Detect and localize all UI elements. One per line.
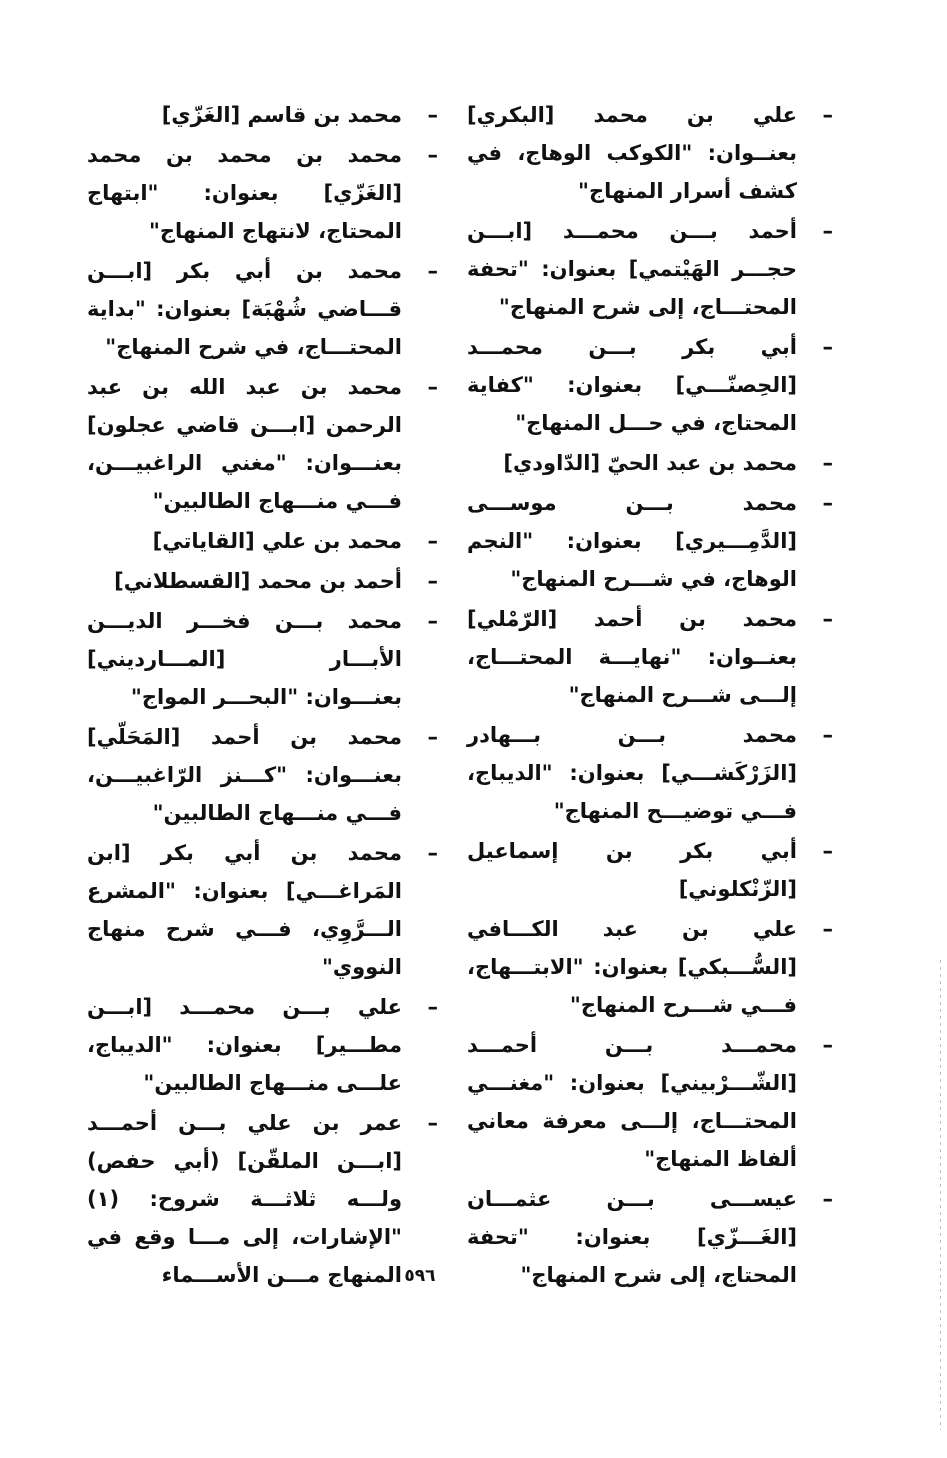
list-item-text: أحمد بن محمد [القسطلاني] (114, 569, 402, 593)
list-item-text: علي بن عبد الكـــافي [السُّـــبكي] بعنوان: "الابتـــهاج، فـــي شـــرح المنهاج" (467, 917, 797, 1017)
list-dash: – (427, 841, 438, 865)
list-dash: – (427, 529, 438, 553)
list-item (467, 484, 833, 598)
list-item (87, 988, 438, 1102)
list-dash: – (822, 607, 833, 631)
list-item-text: محمد بن محمد بن محمد [الغَزّي] بعنوان: "ابتهاج المحتاج، لانتهاج المنهاج" (87, 143, 402, 243)
list-item-text: محمد بـــن فخـــر الديـــن الأبـــار [المـــارديني] بعنـــوان: "البحـــر المواج" (87, 609, 402, 709)
list-item (467, 328, 833, 442)
list-item-text: محمد بن أحمد [المَحَلّي] بعنـــوان: "كـــنز الرّاغبيـــن، فـــي منـــهاج الطالبين" (87, 725, 402, 825)
list-dash: – (822, 917, 833, 941)
list-dash: – (822, 1033, 833, 1057)
list-item (467, 600, 833, 714)
list-item (87, 562, 438, 600)
list-item-text: عيســـى بـــن عثمـــان [الغَـــزّي] بعنوان: "تحفة المحتاج، إلى شرح المنهاج" (467, 1187, 797, 1287)
list-dash: – (427, 375, 438, 399)
list-dash: – (427, 725, 438, 749)
list-item (467, 832, 833, 908)
list-item-text: محمد بن قاسم [الغَزّي] (161, 103, 402, 127)
list-item-text: محمد بن عبد الحيّ [الدّاودي] (503, 451, 797, 475)
page-number: ٥٩٦ (404, 1266, 436, 1286)
list-item (467, 96, 833, 210)
list-dash: – (427, 995, 438, 1019)
list-dash: – (822, 219, 833, 243)
list-dash: – (822, 103, 833, 127)
list-dash: – (822, 839, 833, 863)
list-item (467, 910, 833, 1024)
list-item (87, 368, 438, 520)
list-dash: – (427, 103, 438, 127)
list-item (87, 834, 438, 986)
list-dash: – (427, 569, 438, 593)
list-item-text: محمد بن أحمد [الرّمْلي] بعنــوان: "نهايـــة المحتـــاج، إلـــى شـــرح المنهاج" (467, 607, 797, 707)
list-item (467, 212, 833, 326)
list-item (467, 444, 833, 482)
list-dash: – (822, 491, 833, 515)
list-dash: – (427, 259, 438, 283)
list-item-text: أحمد بـــن محمـــد [ابـــن حجـــر الهَيْتمي] بعنوان: "تحفة المحتـــاج، إلى شرح المنهاج" (467, 219, 797, 319)
list-item-text: أبي بكر بـــن محمـــد [الحِصنّـــي] بعنوان: "كفاية المحتاج، في حـــل المنهاج" (467, 335, 797, 435)
list-item-text: محمـــد بـــن أحمـــد [الشّـــرْبيني] بعنوان: "مغنـــي المحتـــاج، إلـــى معرفة معاني ألفاظ المنهاج" (467, 1033, 797, 1171)
list-item-text: علي بن محمد [البكري] بعنــوان: "الكوكب الوهاج، في كشف أسرار المنهاج" (467, 103, 797, 203)
list-item-text: محمد بـــن موســـى [الدَّمِـــيري] بعنوان: "النجم الوهاج، في شـــرح المنهاج" (467, 491, 797, 591)
list-dash: – (427, 609, 438, 633)
list-dash: – (822, 451, 833, 475)
list-item (87, 96, 438, 134)
list-item-text: أبي بكر بن إسماعيل [الزّنْكلوني] (467, 839, 797, 901)
list-item-text: علي بـــن محمـــد [ابـــن مطـــير] بعنوان: "الديباج، علـــى منـــهاج الطالبين" (87, 995, 402, 1095)
list-dash: – (427, 1111, 438, 1135)
list-item-text: محمد بن أبي بكر [ابن المَراغـــي] بعنوان: "المشرع الـــرَّوِي، فـــي شرح منهاج النووي" (87, 841, 402, 979)
right-column (467, 96, 833, 1296)
list-item-text: محمد بن عبد الله بن عبد الرحمن [ابـــن قاضي عجلون] بعنـــوان: "مغني الراغبيـــن، فـــي منـــهاج الطالبين" (87, 375, 402, 513)
list-dash: – (427, 143, 438, 167)
list-dash: – (822, 335, 833, 359)
scan-edge-line (940, 960, 941, 1430)
list-item (87, 252, 438, 366)
list-item (467, 1026, 833, 1178)
list-item (87, 136, 438, 250)
list-item-text: محمد بن أبي بكر [ابـــن قـــاضي شُهْبَة] بعنوان: "بداية المحتـــاج، في شرح المنهاج" (87, 259, 402, 359)
list-dash: – (822, 1187, 833, 1211)
list-dash: – (822, 723, 833, 747)
list-item (467, 716, 833, 830)
list-item (87, 718, 438, 832)
list-item-text: محمد بن علي [القاياتي] (152, 529, 402, 553)
list-item (87, 602, 438, 716)
list-item (87, 522, 438, 560)
list-item-text: محمد بـــن بـــهادر [الزَرْكَشـــي] بعنوان: "الديباج، فـــي توضيـــح المنهاج" (467, 723, 797, 823)
list-item-text: عمر بن علي بـــن أحمـــد [ابـــن الملقّن] (أبي حفص) ولـــه ثلاثـــة شروح: (١) "الإشارات، إلى مـــا وقع في المنهاج مـــن الأســـماء (87, 1111, 402, 1287)
